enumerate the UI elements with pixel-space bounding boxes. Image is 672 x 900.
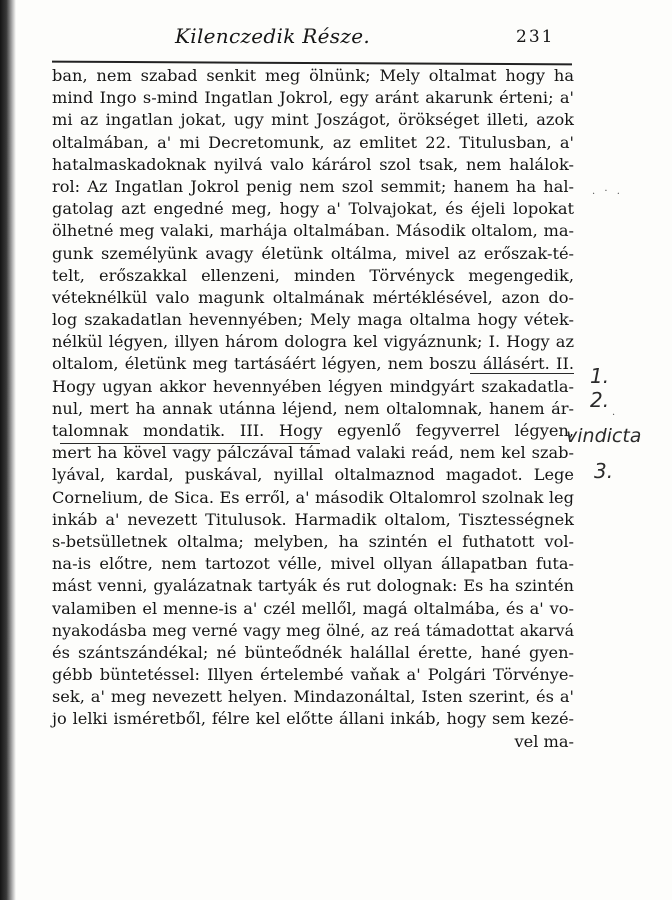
handwritten-underline [470, 373, 574, 374]
text-line: véteknélkül valo magunk oltalmának mértéklésével, azon do- [52, 287, 574, 307]
text-line: nul, mert ha annak utánna léjend, nem oltalomnak, hanem ár- [52, 398, 574, 418]
handwritten-underline [60, 443, 320, 444]
text-line: mert ha kövel vagy pálczával támad valaki reád, nem kel szab- [52, 443, 574, 463]
text-line: ölhetné meg valaki, marhája oltalmában. Második oltalom, ma- [52, 221, 574, 241]
text-line: ban, nem szabad senkit meg ölnünk; Mely oltalmat hogy ha [52, 66, 574, 85]
text-line: gébb büntetéssel: Illyen értelembé vaňak a' Polgári Törvénye- [52, 665, 574, 685]
text-line: hatalmaskadoknak nyilvá valo kárárol szol tsak, nem halálok- [52, 154, 574, 174]
text-line: mást venni, gyalázatnak tartyák és rut dolognak: Es ha szintén [52, 576, 574, 596]
text-line: log szakadatlan hevennyében; Mely maga oltalma hogy vétek- [52, 310, 574, 330]
text-line: valamiben el menne-is a' czél mellől, magá oltalmába, és a' vo- [52, 598, 574, 618]
text-line: nyakodásba meg verné vagy meg ölné, az reá támadottat akarvá [52, 620, 574, 640]
text-line: s-betsülletnek oltalma; melyben, ha szintén el futhatott vol- [52, 531, 574, 551]
text-line: gunk személyünk avagy életünk oltálma, mivel az erőszak-té- [52, 243, 574, 263]
catchword-line: vel ma- [514, 731, 574, 751]
text-line: és szántszándékal; né bünteődnék halállal érette, hané gyen- [52, 642, 574, 662]
text-line: Cornelium, de Sica. Es erről, a' második Oltalomrol szolnak leg [52, 487, 574, 507]
ink-specks: · [612, 410, 619, 421]
text-line: inkáb a' nevezett Titulusok. Harmadik oltalom, Tisztességnek [52, 509, 574, 529]
binding-shadow [0, 0, 16, 900]
body-text [52, 65, 574, 753]
text-line: oltalmában, a' mi Decretomunk, az emlitet 22. Titulusban, a' [52, 132, 574, 152]
text-line: sek, a' meg nevezett helyen. Mindazonáltal, Isten szerint, és a' [52, 687, 574, 707]
margin-note: 2. [590, 388, 610, 412]
margin-note: 3. [594, 459, 614, 483]
ink-specks: . · . [592, 186, 623, 197]
text-line: mind Ingo s-mind Ingatlan Jokrol, egy aránt akarunk érteni; a' [52, 88, 574, 108]
text-line: rol: Az Ingatlan Jokrol penig nem szol semmit; hanem ha hal- [52, 176, 574, 196]
text-line: oltalom, életünk meg tartásáért légyen, nem boszu állásért. II. [52, 354, 574, 374]
margin-note: vindicta [566, 425, 642, 447]
running-head: Kilenczedik Része. [175, 24, 370, 48]
page-number: 231 [516, 27, 555, 47]
text-line: mi az ingatlan jokat, ugy mint Joszágot, örökséget illeti, azok [52, 110, 574, 130]
text-line: telt, erőszakkal ellenzeni, minden Törvényck megengedik, [52, 265, 574, 285]
text-line: nélkül légyen, illyen három dologra kel vigyáznunk; I. Hogy az [52, 332, 574, 352]
margin-note: 1. [590, 364, 610, 388]
text-line: na-is előtre, nem tartozot vélle, mivel ollyan állapatban futa- [52, 554, 574, 574]
text-line: jo lelki isméretből, félre kel előtte állani inkáb, hogy sem kezé- [52, 709, 574, 729]
text-line: talomnak mondatik. III. Hogy egyenlő fegyverrel légyen, [52, 421, 574, 440]
text-line: lyával, kardal, puskával, nyillal oltalmaznod magadot. Lege [52, 465, 574, 485]
text-line: Hogy ugyan akkor hevennyében légyen mindgyárt szakadatla- [52, 376, 574, 396]
text-line: gatolag azt engedné meg, hogy a' Tolvajokat, és éjeli lopokat [52, 199, 574, 219]
